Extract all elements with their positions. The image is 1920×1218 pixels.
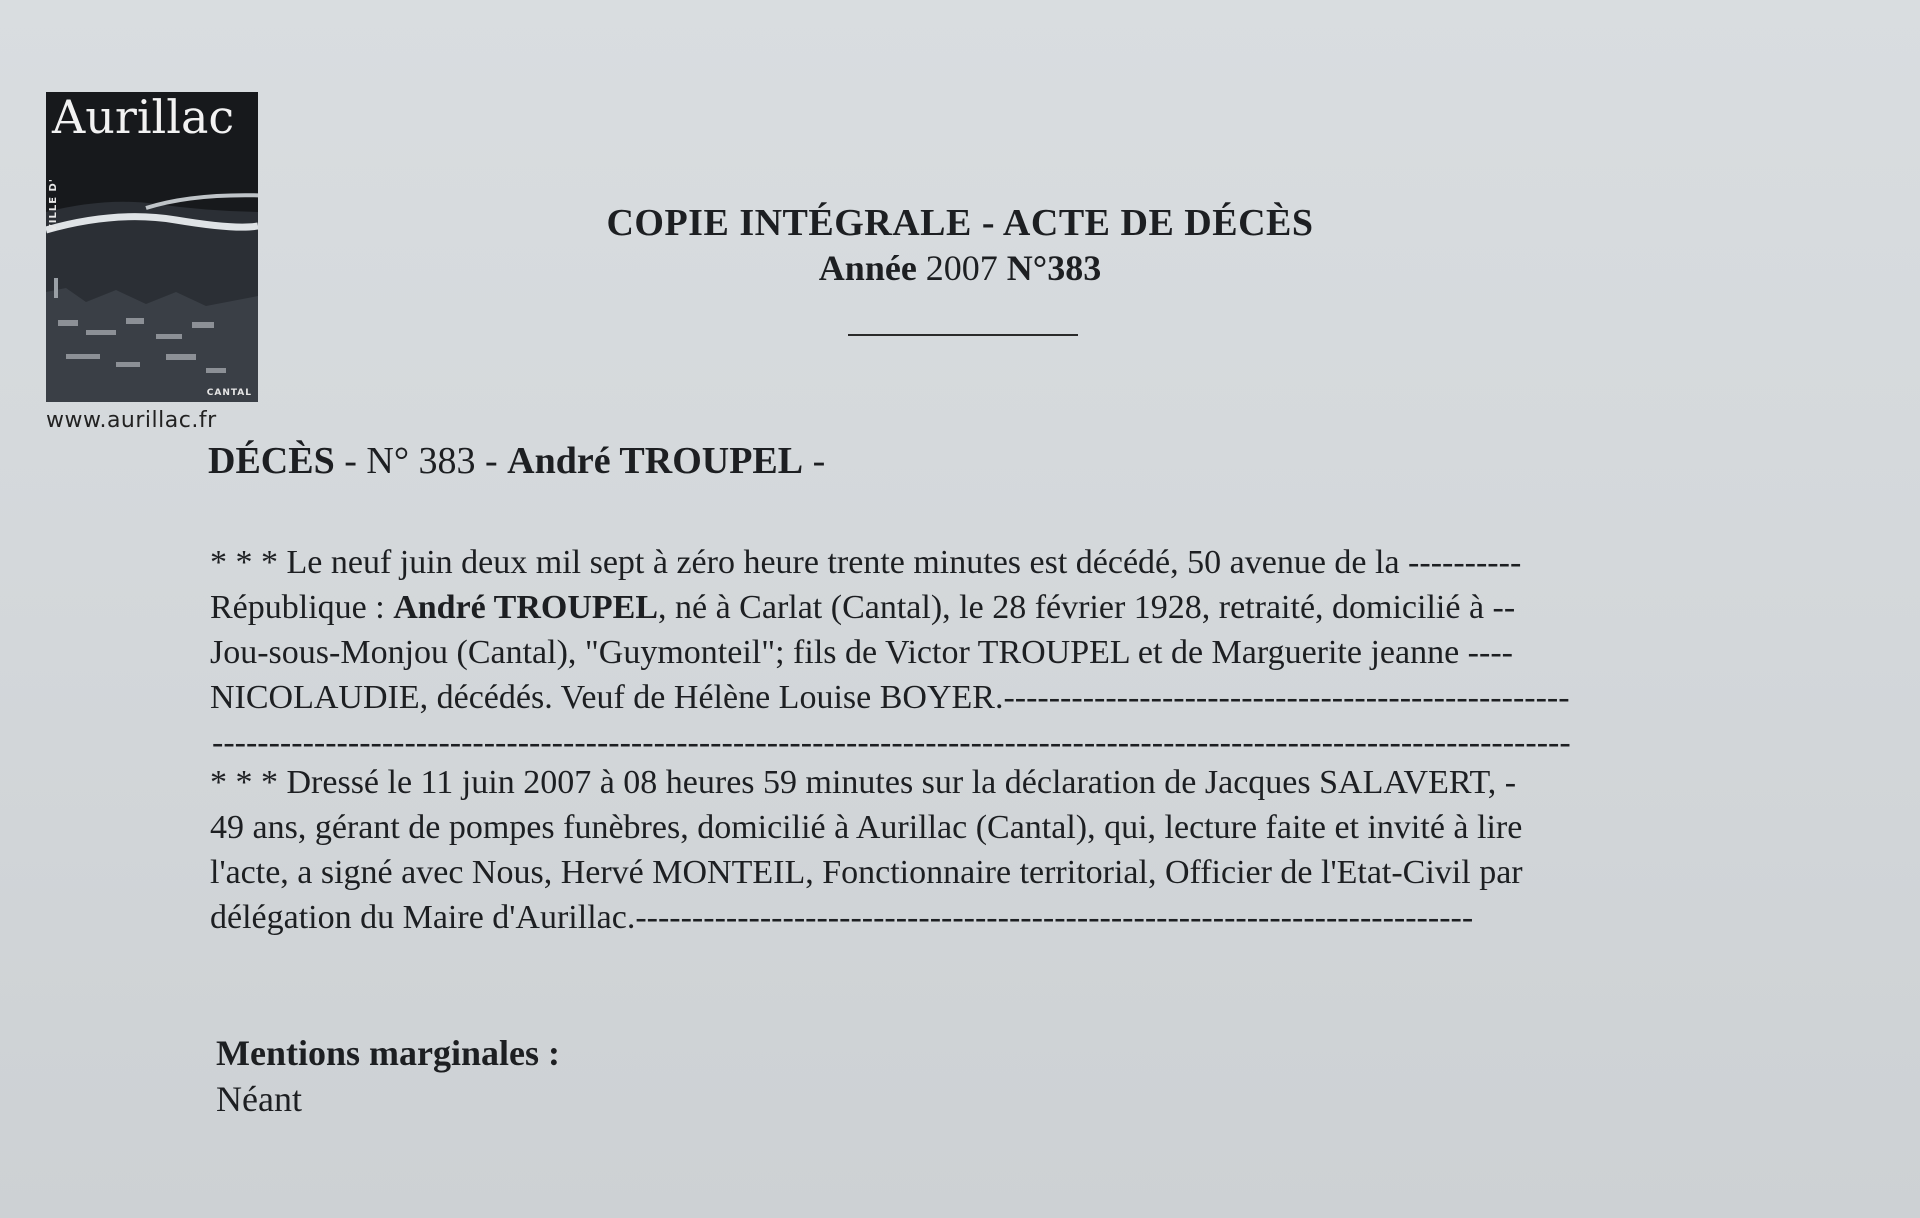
logo-region-label: CANTAL [206,388,252,398]
death-details-paragraph [210,540,1696,720]
paragraph1-line4: NICOLAUDIE, décédés. Veuf de Hélène Louise BOYER.-------------------------------------------------- [210,679,1570,716]
paragraph1-line2-start: République : [210,589,394,626]
dashed-separator: ------------------------------------------------------------------------------------------------------------------------ [212,724,1571,761]
paragraph2-line1: * * * Dressé le 11 juin 2007 à 08 heures 59 minutes sur la déclaration de Jacques SALAVERT, - [210,764,1517,801]
year-value: 2007 [925,248,998,288]
paragraph1-line3: Jou-sous-Monjou (Cantal), "Guymonteil"; fils de Victor TROUPEL et de Marguerite jeanne ---- [210,634,1513,671]
paragraph1-line2 [210,585,1696,630]
paragraph2-line2: 49 ans, gérant de pompes funèbres, domicilié à Aurillac (Cantal), qui, lecture faite et invité à lire [210,809,1523,846]
paragraph1-deceased-name: André TROUPEL [393,589,658,626]
paragraph2-line4: délégation du Maire d'Aurillac.-------------------------------------------------------------------------- [210,899,1474,936]
logo-title: Aurillac [52,92,235,144]
record-suffix: - [803,440,826,482]
paragraph2-line3: l'acte, a signé avec Nous, Hervé MONTEIL, Fonctionnaire territorial, Officier de l'Etat-Civil par [210,854,1523,891]
record-heading [208,438,825,484]
marginal-mentions [216,1030,560,1122]
aurillac-logo [46,92,258,402]
mentions-title: Mentions marginales : [216,1033,560,1073]
logo-ville-label: VILLE D' [48,178,59,232]
deceased-name: André TROUPEL [507,440,804,482]
declaration-paragraph [210,760,1696,940]
document-heading [560,200,1360,290]
paragraph1-line2-end: , né à Carlat (Cantal), le 28 février 1928, retraité, domicilié à -- [658,589,1516,626]
document-title: COPIE INTÉGRALE - ACTE DE DÉCÈS [606,202,1314,244]
logo-website-link[interactable]: www.aurillac.fr [46,408,217,433]
heading-divider [848,334,1078,336]
paragraph1-line1: * * * Le neuf juin deux mil sept à zéro heure trente minutes est décédé, 50 avenue de la ---------- [210,544,1522,581]
document-year-line [560,246,1360,290]
act-number: N°383 [1006,248,1102,288]
record-number: - N° 383 - [334,440,508,482]
record-label: DÉCÈS [208,440,335,482]
mentions-value: Néant [216,1079,302,1119]
year-label: Année [818,248,917,288]
